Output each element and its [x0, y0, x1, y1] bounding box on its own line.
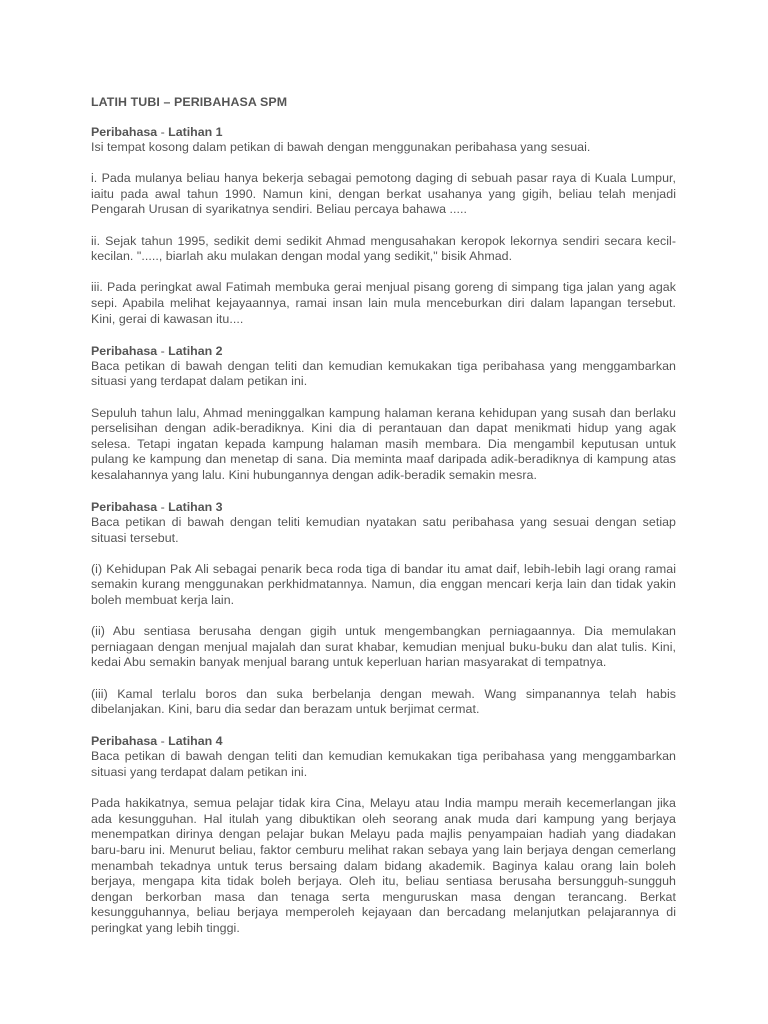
heading-word: Peribahasa — [91, 734, 158, 749]
section-heading — [91, 733, 676, 749]
document-title: LATIH TUBI – PERIBAHASA SPM — [91, 95, 288, 109]
section-heading — [91, 124, 676, 140]
question-paragraph: ii. Sejak tahun 1995, sedikit demi sedikit Ahmad mengusahakan keropok lekornya sendiri secara kecil-kecilan. "....., biarlah aku mulakan dengan modal yang sedikit," bisik Ahmad. — [91, 233, 676, 264]
section-instruction: Baca petikan di bawah dengan teliti dan kemudian kemukakan tiga peribahasa yang menggambarkan situasi yang terdapat dalam petikan ini. — [91, 749, 676, 779]
heading-word: Peribahasa — [91, 343, 158, 358]
situation-paragraph: (iii) Kamal terlalu boros dan suka berbelanja dengan mewah. Wang simpanannya telah habis dibelanjakan. Kini, baru dia sedar dan berazam untuk berjimat cermat. — [91, 686, 676, 717]
section-instruction: Isi tempat kosong dalam petikan di bawah dengan menggunakan peribahasa yang sesuai. — [91, 140, 591, 154]
situation-paragraph: (i) Kehidupan Pak Ali sebagai penarik beca roda tiga di bandar itu amat daif, lebih-lebih lagi orang ramai semakin kurang menggunakan perkhidmatannya. Namun, dia enggan mencari kerja lain dan tidak yakin boleh membuat kerja lain. — [91, 561, 676, 608]
passage-paragraph: Sepuluh tahun lalu, Ahmad meninggalkan kampung halaman kerana kehidupan yang susah dan berlaku perselisihan dengan adik-beradiknya. Kini dia di perantauan dan dapat menikmati hidup yang agak selesa. Tetapi ingatan kepada kampung halaman masih membara. Dia mengambil keputusan untuk pulang ke kampung dan menetap di sana. Dia meminta maaf daripada adik-beradiknya di kampung atas kesalahannya yang lalu. Kini hubungannya dengan adik-beradik semakin mesra. — [91, 405, 676, 482]
heading-separator: - — [157, 343, 169, 358]
section-latihan-4 — [91, 733, 676, 936]
heading-separator: - — [157, 125, 169, 139]
section-latihan-3 — [91, 499, 676, 718]
heading-separator: - — [157, 500, 169, 515]
section-heading — [91, 499, 676, 515]
question-paragraph: iii. Pada peringkat awal Fatimah membuka gerai menjual pisang goreng di simpang tiga jalan yang agak sepi. Apabila melihat kejayaannya, ramai insan lain mula menceburkan diri dalam lapangan tersebut. Kini, gerai di kawasan itu.... — [91, 280, 676, 326]
section-heading — [91, 343, 676, 359]
heading-number: Latihan 3 — [168, 500, 223, 515]
heading-separator: - — [157, 734, 169, 749]
heading-number: Latihan 2 — [168, 343, 223, 358]
section-latihan-2 — [91, 343, 676, 484]
heading-number: Latihan 1 — [168, 125, 223, 139]
section-instruction: Baca petikan di bawah dengan teliti kemudian nyatakan satu peribahasa yang sesuai dengan setiap situasi tersebut. — [91, 515, 676, 545]
section-latihan-1 — [91, 124, 676, 327]
section-instruction: Baca petikan di bawah dengan teliti dan kemudian kemukakan tiga peribahasa yang menggambarkan situasi yang terdapat dalam petikan ini. — [91, 358, 676, 389]
question-paragraph: i. Pada mulanya beliau hanya bekerja sebagai pemotong daging di sebuah pasar raya di Kuala Lumpur, iaitu pada awal tahun 1990. Namun kini, dengan berkat usahanya yang gigih, beliau telah menjadi Pengarah Urusan di syarikatnya sendiri. Beliau percaya bahawa ..... — [91, 171, 676, 217]
heading-word: Peribahasa — [91, 125, 158, 139]
passage-paragraph: Pada hakikatnya, semua pelajar tidak kira Cina, Melayu atau India mampu meraih kecemerlangan jika ada kesungguhan. Hal itulah yang dibuktikan oleh seorang anak muda dari kampung yang berjaya menempatkan dirinya dengan pelajar bukan Melayu pada majlis penyampaian hadiah yang diadakan baru-baru ini. Menurut beliau, faktor cemburu melihat rakan sebaya yang lain berjaya dengan cemerlang menambah tekadnya untuk terus bersaing dalam bidang akademik. Baginya kalau orang lain boleh berjaya, mengapa kita tidak boleh berjaya. Oleh itu, beliau sentiasa berusaha bersungguh-sungguh dengan berkorban masa dan tenaga serta menguruskan masa dengan terancang. Berkat kesungguhannya, beliau berjaya memperoleh kejayaan dan bercadang melanjutkan pelajarannya di peringkat yang lebih tinggi. — [91, 796, 676, 935]
heading-number: Latihan 4 — [168, 734, 223, 749]
heading-word: Peribahasa — [91, 500, 158, 515]
situation-paragraph: (ii) Abu sentiasa berusaha dengan gigih untuk mengembangkan perniagaannya. Dia memulakan perniagaan dengan menjual majalah dan surat khabar, kemudian menjual buku-buku dan alat tulis. Kini, kedai Abu semakin banyak menjual barang untuk keperluan harian masyarakat di tempatnya. — [91, 624, 676, 670]
